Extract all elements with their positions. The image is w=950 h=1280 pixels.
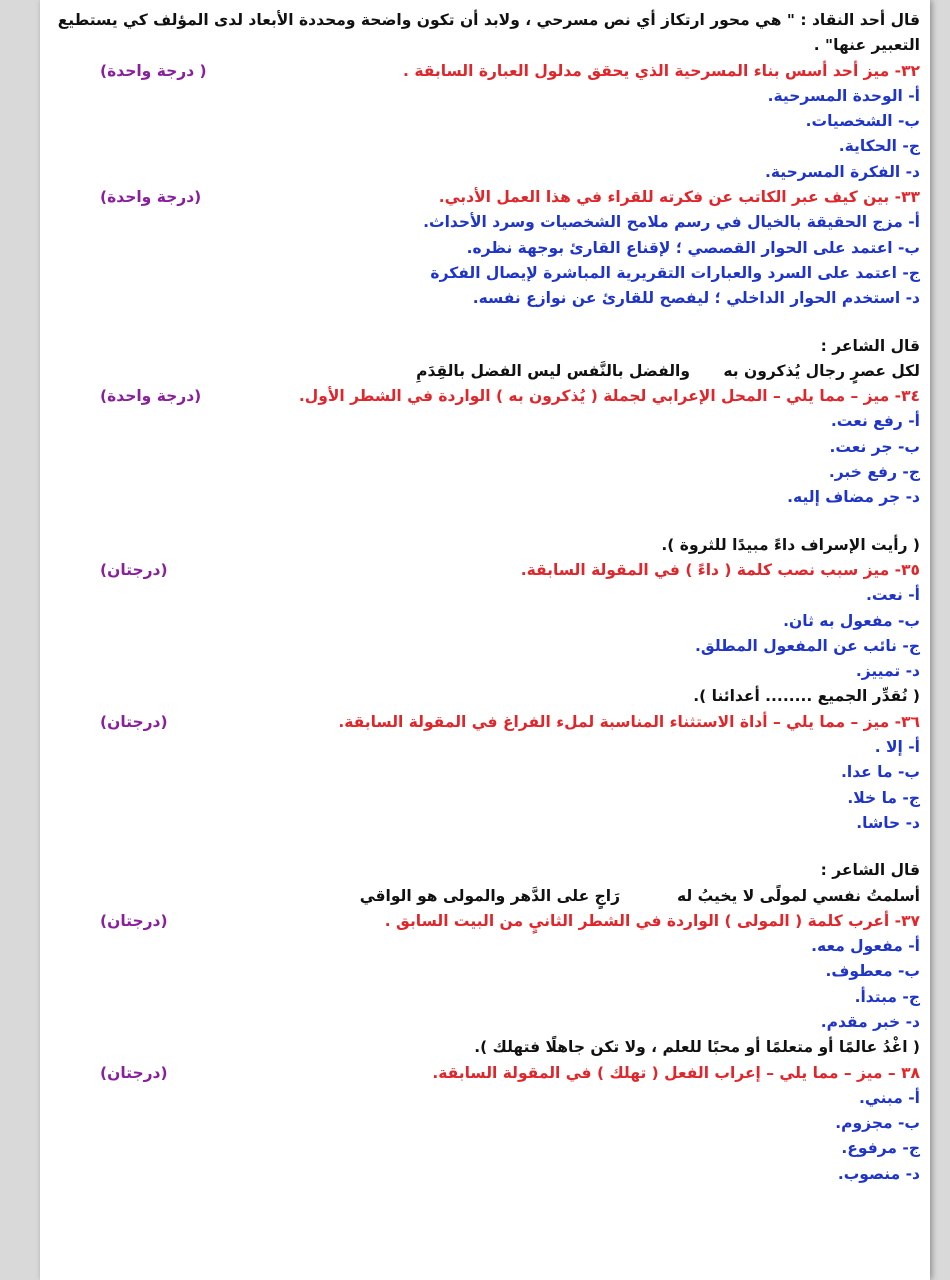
q37-option-d: د- خبر مقدم. bbox=[820, 1012, 920, 1031]
poem-2-intro: قال الشاعر : bbox=[820, 861, 920, 880]
q33-option-c: ج- اعتمد على السرد والعبارات التقريرية المباشرة لإيصال الفكرة bbox=[430, 263, 920, 282]
poem-2-hemistich-2: رَاجٍ على الدَّهر والمولى هو الواقي bbox=[359, 886, 620, 905]
question-38 bbox=[40, 1061, 920, 1086]
question-37-text: ٣٧- أعرب كلمة ( المولى ) الواردة في الشطر الثانيٍ من البيت السابق . bbox=[384, 911, 920, 930]
question-37 bbox=[40, 909, 920, 934]
poem-2-verse bbox=[40, 884, 920, 909]
poem-1-verse bbox=[40, 359, 920, 384]
q32-option-d: د- الفكرة المسرحية. bbox=[765, 162, 920, 181]
poem-2-hemistich-1: أسلمتُ نفسي لمولًى لا يخيبُ له bbox=[676, 886, 920, 905]
q37-option-b: ب- معطوف. bbox=[825, 962, 920, 981]
question-33-grade: (درجة واحدة) bbox=[100, 188, 202, 207]
q38-option-a: أ- مبني. bbox=[859, 1088, 920, 1107]
question-32 bbox=[40, 59, 920, 84]
q38-option-d: د- منصوب. bbox=[837, 1164, 920, 1183]
q33-option-a: أ- مزج الحقيقة بالخيال في رسم ملامح الشخصيات وسرد الأحداث. bbox=[423, 213, 920, 232]
question-36-text: ٣٦- ميز – مما يلي – أداة الاستثناء المناسبة لملء الفراغ في المقولة السابقة. bbox=[338, 712, 920, 731]
question-32-text: ٣٢- ميز أحد أسس بناء المسرحية الذي يحقق مدلول العبارة السابقة . bbox=[403, 61, 920, 80]
q34-option-c: ج- رفع خبر. bbox=[828, 463, 920, 482]
q36-option-c: ج- ما خلا. bbox=[847, 788, 920, 807]
q33-option-b: ب- اعتمد على الحوار القصصي ؛ لإقناع القارئ بوجهة نظره. bbox=[466, 238, 920, 257]
question-32-grade: ( درجة واحدة) bbox=[100, 61, 207, 80]
intro-quote: قال أحد النقاد : " هي محور ارتكاز أي نص مسرحي ، ولابد أن تكون واضحة ومحددة الأبعاد لدى المؤلف كي يستطيع التعبير عنها" . bbox=[57, 11, 920, 55]
poem-1-hemistich-2: والفضل بالنَّفس ليس الفضل بالقِدَمِ bbox=[416, 361, 690, 380]
question-36-grade: (درجتان) bbox=[100, 712, 168, 731]
saying-36: ( نُقدِّر الجميع ........ أعدائنا ). bbox=[693, 687, 920, 706]
question-33 bbox=[40, 185, 920, 210]
q34-option-a: أ- رفع نعت. bbox=[830, 412, 920, 431]
q38-option-c: ج- مرفوع. bbox=[841, 1139, 920, 1158]
q37-option-c: ج- مبتدأ. bbox=[854, 987, 920, 1006]
q37-option-a: أ- مفعول معه. bbox=[811, 937, 920, 956]
question-34-text: ٣٤- ميز – مما يلي – المحل الإعرابي لجملة ( يُذكرون به ) الواردة في الشطر الأول. bbox=[298, 387, 920, 406]
question-33-text: ٣٣- بين كيف عبر الكاتب عن فكرته للقراء في هذا العمل الأدبي. bbox=[438, 188, 920, 207]
exam-content bbox=[40, 8, 920, 1187]
q36-option-a: أ- إلا . bbox=[874, 738, 920, 757]
q35-option-b: ب- مفعول به ثان. bbox=[783, 611, 920, 630]
q32-option-a: أ- الوحدة المسرحية. bbox=[767, 86, 920, 105]
q34-option-d: د- جر مضاف إليه. bbox=[787, 488, 920, 507]
question-35 bbox=[40, 558, 920, 583]
question-34-grade: (درجة واحدة) bbox=[100, 387, 202, 406]
question-34 bbox=[40, 384, 920, 409]
q32-option-b: ب- الشخصيات. bbox=[805, 112, 920, 131]
saying-38: ( اغْدُ عالمًا أو متعلمًا أو محبًا للعلم ، ولا تكن جاهلًا فتهلك ). bbox=[474, 1038, 920, 1057]
poem-1-hemistich-1: لكل عصرٍ رجال يُذكرون به bbox=[723, 361, 920, 380]
q33-option-d: د- استخدم الحوار الداخلي ؛ ليفصح للقارئ عن نوازع نفسه. bbox=[472, 289, 920, 308]
q35-option-c: ج- نائب عن المفعول المطلق. bbox=[695, 636, 920, 655]
question-35-grade: (درجتان) bbox=[100, 560, 168, 579]
question-38-text: ٣٨ – ميز – مما يلي – إعراب الفعل ( تهلك ) في المقولة السابقة. bbox=[432, 1063, 920, 1082]
saying-35: ( رأيت الإسراف داءً مبيدًا للثروة ). bbox=[661, 535, 920, 554]
q36-option-d: د- حاشا. bbox=[856, 813, 920, 832]
q35-option-d: د- تمييز. bbox=[855, 662, 920, 681]
question-38-grade: (درجتان) bbox=[100, 1063, 168, 1082]
q38-option-b: ب- مجزوم. bbox=[835, 1114, 920, 1133]
exam-page bbox=[40, 0, 930, 1280]
q35-option-a: أ- نعت. bbox=[865, 586, 920, 605]
question-36 bbox=[40, 710, 920, 735]
question-35-text: ٣٥- ميز سبب نصب كلمة ( داءً ) في المقولة السابقة. bbox=[520, 560, 920, 579]
q32-option-c: ج- الحكاية. bbox=[838, 137, 920, 156]
q36-option-b: ب- ما عدا. bbox=[841, 763, 920, 782]
poem-1-intro: قال الشاعر : bbox=[820, 336, 920, 355]
q34-option-b: ب- جر نعت. bbox=[829, 437, 920, 456]
question-37-grade: (درجتان) bbox=[100, 911, 168, 930]
